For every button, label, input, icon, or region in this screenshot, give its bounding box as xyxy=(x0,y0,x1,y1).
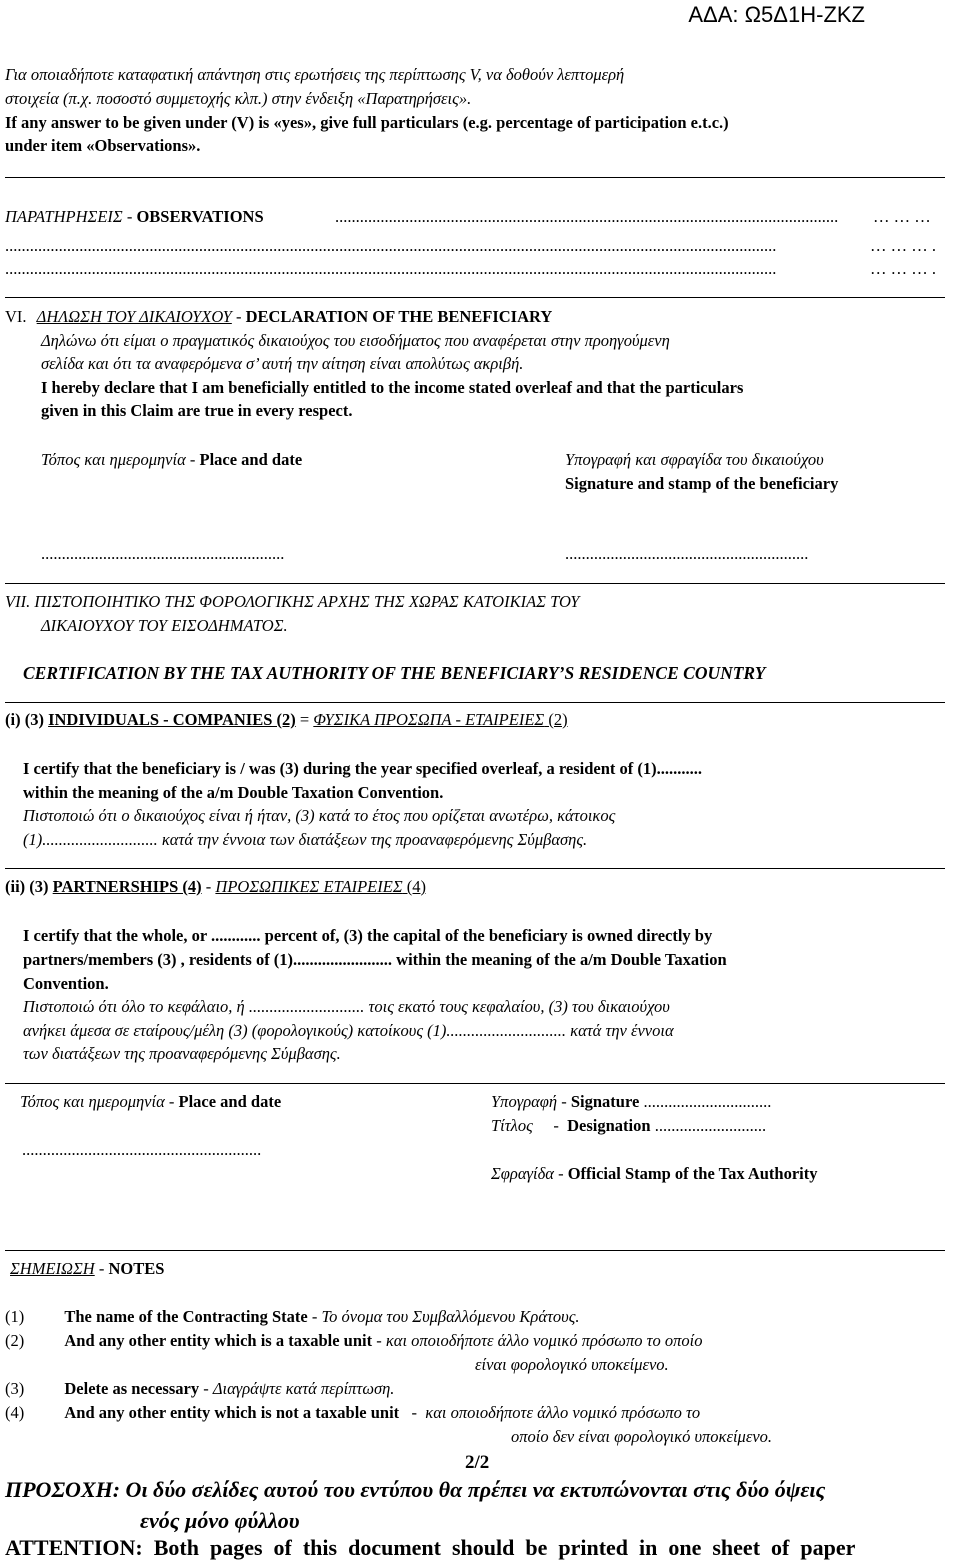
divider xyxy=(5,177,945,178)
intro-english-line-2: under item «Observations». xyxy=(5,136,201,155)
tax-place-date-field[interactable]: .......................................................... xyxy=(22,1140,262,1159)
divider xyxy=(5,702,945,703)
declaration-en-line-1: I hereby declare that I am beneficially entitled to the income stated overleaf and that the particulars xyxy=(41,378,744,397)
observations-label-gr: ΠΑΡΑΤΗΡΗΣΕΙΣ xyxy=(5,207,123,226)
declaration-gr-line-1: Δηλώνω ότι είμαι ο πραγματικός δικαιούχος του εισοδήματος που αναφέρεται στην προηγούμενη xyxy=(41,331,670,350)
individuals-gr-line-1: Πιστοποιώ ότι ο δικαιούχος είναι ή ήταν, (3) κατά το έτος που ορίζεται ανωτέρω, κάτοικος xyxy=(23,806,616,825)
section-6-title: VI. ΔΗΛΩΣΗ ΤΟΥ ΔΙΚΑΙΟΥΧΟΥ - DECLARATION OF THE BENEFICIARY xyxy=(5,307,553,326)
place-date-field[interactable]: ........................................................... xyxy=(41,544,285,563)
intro-english-line-1: If any answer to be given under (V) is «yes», give full particulars (e.g. percentage of participation e.t.c.) xyxy=(5,113,729,132)
individuals-companies-heading: (i) (3) INDIVIDUALS - COMPANIES (2) = ΦΥΣΙΚΑ ΠΡΟΣΩΠΑ - ΕΤΑΙΡΕΙΕΣ (2) xyxy=(5,710,568,729)
observations-dots-1[interactable]: .......................................................................................................................... xyxy=(335,208,839,226)
note-item-1: (1) The name of the Contracting State - Το όνομα του Συμβαλλόμενου Κράτους. xyxy=(5,1307,580,1326)
tax-place-date-label: Τόπος και ημερομηνία - Place and date xyxy=(20,1092,282,1111)
signature-label-en: Signature and stamp of the beneficiary xyxy=(565,474,839,493)
note-item-2-continued: είναι φορολογικό υποκείμενο. xyxy=(475,1355,669,1374)
partnerships-en-line-3: Convention. xyxy=(23,974,109,993)
partnerships-gr-line-3: των διατάξεων της προαναφερόμενης Σύμβασης. xyxy=(23,1044,341,1063)
section-6-title-en: DECLARATION OF THE BENEFICIARY xyxy=(245,307,553,326)
section-7-title-line-1: VII. ΠΙΣΤΟΠΟΙΗΤΙΚΟ ΤΗΣ ΦΟΡΟΛΟΓΙΚΗΣ ΑΡΧΗΣ ΤΗΣ ΧΩΡΑΣ ΚΑΤΟΙΚΙΑΣ ΤΟΥ xyxy=(5,592,580,611)
attention-greek-line-1: ΠΡΟΣΟΧΗ: Οι δύο σελίδες αυτού του εντύπου θα πρέπει να εκτυπώνονται στις δύο όψεις xyxy=(5,1477,826,1502)
page-number: 2/2 xyxy=(465,1452,490,1473)
notes-heading: ΣΗΜΕΙΩΣΗ - NOTES xyxy=(10,1259,165,1278)
individuals-en-line-2: within the meaning of the a/m Double Taxation Convention. xyxy=(23,783,444,802)
individuals-gr-line-2: (1)............................ κατά την έννοια των διατάξεων της προαναφερόμενης Σύμβασης. xyxy=(23,830,588,849)
divider xyxy=(5,868,945,869)
partnerships-gr-line-1: Πιστοποιώ ότι όλο το κεφάλαιο, ή ............................ τοις εκατό τους κεφαλαίου, (3) του δικαιούχου xyxy=(23,997,670,1016)
observations-dots-3[interactable]: ........................................................................................................................................................................................... xyxy=(5,260,777,278)
divider xyxy=(5,1250,945,1251)
partnerships-en-line-1: I certify that the whole, or ............ percent of, (3) the capital of the beneficiary is owned directly by xyxy=(23,926,713,945)
intro-greek-line-2: στοιχεία (π.χ. ποσοστό συμμετοχής κλπ.) στην ένδειξη «Παρατηρήσεις». xyxy=(5,89,472,108)
tax-stamp-label: Σφραγίδα - Official Stamp of the Tax Authority xyxy=(491,1164,818,1183)
note-item-4-continued: οποίο δεν είναι φορολογικό υποκείμενο. xyxy=(511,1427,773,1446)
individuals-en-line-1: I certify that the beneficiary is / was (3) during the year specified overleaf, a resident of (1)........... xyxy=(23,759,702,778)
divider xyxy=(5,297,945,298)
note-item-4: (4) And any other entity which is not a taxable unit - και οποιοδήποτε άλλο νομικό πρόσωπο το xyxy=(5,1403,701,1422)
observations-dots-2[interactable]: ........................................................................................................................................................................................... xyxy=(5,237,777,255)
section-6-title-gr: ΔΗΛΩΣΗ ΤΟΥ ΔΙΚΑΙΟΥΧΟΥ xyxy=(36,307,232,326)
partnerships-en-line-2: partners/members (3) , residents of (1)........................ within the meaning of the a/m Double Taxation xyxy=(23,950,727,969)
signature-field[interactable]: ........................................................... xyxy=(565,544,809,563)
divider xyxy=(5,583,945,584)
tax-signature-field[interactable]: Υπογραφή - Signature ............................... xyxy=(491,1092,772,1111)
observations-label-en: OBSERVATIONS xyxy=(136,207,264,226)
divider xyxy=(5,1083,945,1084)
partnerships-heading: (ii) (3) PARTNERSHIPS (4) - ΠΡΟΣΩΠΙΚΕΣ ΕΤΑΙΡΕΙΕΣ (4) xyxy=(5,877,426,896)
section-7-title-en: CERTIFICATION BY THE TAX AUTHORITY OF THE BENEFICIARY’S RESIDENCE COUNTRY xyxy=(23,663,766,683)
signature-label-gr: Υπογραφή και σφραγίδα του δικαιούχου xyxy=(565,450,824,469)
partnerships-gr-line-2: ανήκει άμεσα σε εταίρους/μέλη (3) (φορολογικούς) κατοίκους (1)............................. κατά την έννοια xyxy=(23,1021,674,1040)
observations-label: ΠΑΡΑΤΗΡΗΣΕΙΣ - OBSERVATIONS xyxy=(5,207,264,226)
note-item-2: (2) And any other entity which is a taxable unit - και οποιοδήποτε άλλο νομικό πρόσωπο το οποίο xyxy=(5,1331,703,1350)
observations-tail-3: … … … . xyxy=(870,259,936,278)
place-date-label: Τόπος και ημερομηνία - Place and date xyxy=(41,450,303,469)
attention-greek-line-2: ενός μόνο φύλλου xyxy=(140,1508,300,1533)
section-7-title-line-2: ΔΙΚΑΙΟΥΧΟΥ ΤΟΥ ΕΙΣΟΔΗΜΑΤΟΣ. xyxy=(41,616,288,635)
declaration-gr-line-2: σελίδα και ότι τα αναφερόμενα σ’ αυτή την αίτηση είναι απολύτως ακριβή. xyxy=(41,354,524,373)
declaration-en-line-2: given in this Claim are true in every respect. xyxy=(41,401,353,420)
tax-designation-field[interactable]: Τίτλος - Designation ........................... xyxy=(491,1116,767,1135)
observations-tail-2: … … … . xyxy=(870,236,936,255)
intro-greek-line-1: Για οποιαδήποτε καταφατική απάντηση στις ερωτήσεις της περίπτωσης V, να δοθούν λεπτομερή xyxy=(5,65,625,84)
document-code: ΑΔΑ: Ω5Δ1Η-ΖΚΖ xyxy=(688,2,865,27)
attention-english: ATTENTION: Both pages of this document should be printed in one sheet of paper xyxy=(5,1535,856,1560)
observations-tail-1: … … … xyxy=(873,207,931,226)
note-item-3: (3) Delete as necessary - Διαγράψτε κατά περίπτωση. xyxy=(5,1379,395,1398)
